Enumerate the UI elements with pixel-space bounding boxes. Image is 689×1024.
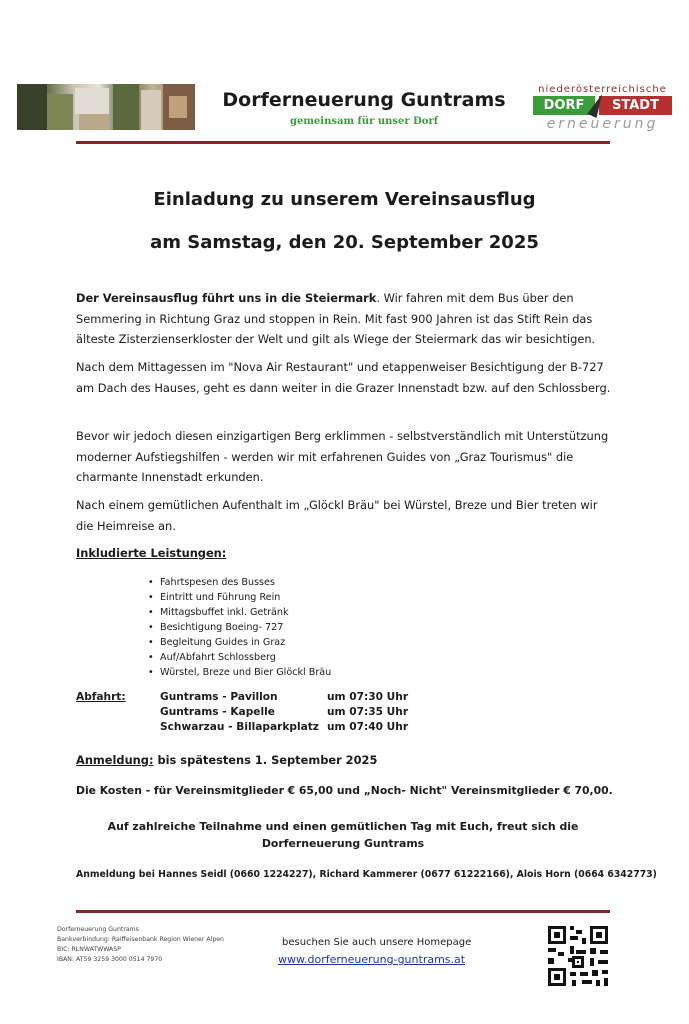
header-photo — [17, 84, 195, 130]
included-item: • Auf/Abfahrt Schlossberg — [160, 650, 276, 665]
included-heading: Inkludierte Leistungen: — [76, 546, 227, 560]
footer-bank-line: BIC: RLNWATWWASP — [57, 946, 121, 953]
closing-line-2: Dorferneuerung Guntrams — [261, 837, 425, 850]
invitation-title: Einladung zu unserem Vereinsausflug — [153, 189, 536, 210]
org-title: Dorferneuerung Guntrams — [222, 89, 506, 111]
qr-code-icon — [546, 924, 610, 988]
departure-place: Schwarzau - Billaparkplatz — [160, 721, 319, 733]
included-item: • Fahrtspesen des Busses — [160, 575, 275, 590]
costs-line: Die Kosten - für Vereinsmitglieder € 65,00 und „Noch- Nicht" Vereinsmitglieder € 70,00. — [76, 784, 613, 797]
homepage-invite: besuchen Sie auch unsere Homepage — [282, 937, 472, 948]
departure-time: um 07:40 Uhr — [327, 721, 409, 733]
paragraph-return: Nach einem gemütlichen Aufenthalt im „Glöckl Bräu" bei Würstel, Breze und Bier treten wir die Heimreise an. — [76, 498, 598, 533]
paragraph-intro — [76, 288, 616, 350]
registration-label: Anmeldung: — [76, 753, 154, 767]
departure-label: Abfahrt: — [76, 691, 126, 703]
included-item: • Mittagsbuffet inkl. Getränk — [160, 605, 289, 620]
contact-line: Anmeldung bei Hannes Seidl (0660 1224227), Richard Kammerer (0677 61222166), Alois Horn (0664 6342773) — [76, 869, 657, 880]
included-item: • Besichtigung Boeing- 727 — [160, 620, 283, 635]
departure-place: Guntrams - Kapelle — [160, 706, 275, 718]
departure-place: Guntrams - Pavillon — [160, 691, 278, 703]
org-subtitle: gemeinsam für unser Dorf — [289, 116, 439, 127]
departure-time: um 07:35 Uhr — [327, 706, 409, 718]
invitation-date: am Samstag, den 20. September 2025 — [150, 232, 539, 253]
homepage-link[interactable]: www.dorferneuerung-guntrams.at — [278, 953, 466, 966]
logo-bottom-text: erneuerung — [546, 116, 659, 132]
included-item: • Eintritt und Führung Rein — [160, 590, 280, 605]
closing-line-1: Auf zahlreiche Teilnahme und einen gemütlichen Tag mit Euch, freut sich die — [107, 820, 579, 833]
registration-deadline: bis spätestens 1. September 2025 — [153, 753, 378, 767]
header-divider — [76, 141, 610, 144]
footer-bank-line: IBAN: AT59 3259 3000 0514 7970 — [57, 956, 163, 963]
footer-divider — [76, 910, 610, 913]
paragraph-lunch: Nach dem Mittagessen im "Nova Air Restaurant" und etappenweiser Besichtigung der B-727 am Dach des Hauses, geht es dann weiter in die Grazer Innenstadt bzw. auf den Schlossberg. — [76, 360, 611, 395]
footer-bank-line: Dorferneuerung Guntrams — [57, 926, 139, 933]
departure-time: um 07:30 Uhr — [327, 691, 409, 703]
included-item: • Begleitung Guides in Graz — [160, 635, 285, 650]
paragraph-intro-lead: Der Vereinsausflug führt uns in die Steiermark — [76, 291, 377, 305]
paragraph-intro-rest: . Wir fahren mit dem Bus über den Semmering in Richtung Graz und stoppen in Rein. Mit fast 900 Jahren ist das Stift Rein das älteste Zisterzienserkloster der Welt und gilt als Wiege der Steiermark das wir besichtigen. — [76, 291, 596, 346]
logo-dorf: DORF — [533, 96, 595, 115]
registration-line — [76, 750, 616, 771]
paragraph-guides: Bevor wir jedoch diesen einzigartigen Berg erklimmen - selbstverständlich mit Unterstützung moderner Aufstiegshilfen - werden wir mit erfahrenen Guides von „Graz Tourismus" die charmante Innenstadt erkunden. — [76, 429, 609, 484]
logo-stadt: STADT — [599, 96, 672, 115]
footer-bank-line: Bankverbindung: Raiffeisenbank Region Wiener Alpen — [57, 936, 224, 943]
included-item: • Würstel, Breze und Bier Glöckl Bräu — [160, 665, 331, 680]
logo-top-text: niederösterreichische — [538, 84, 667, 95]
